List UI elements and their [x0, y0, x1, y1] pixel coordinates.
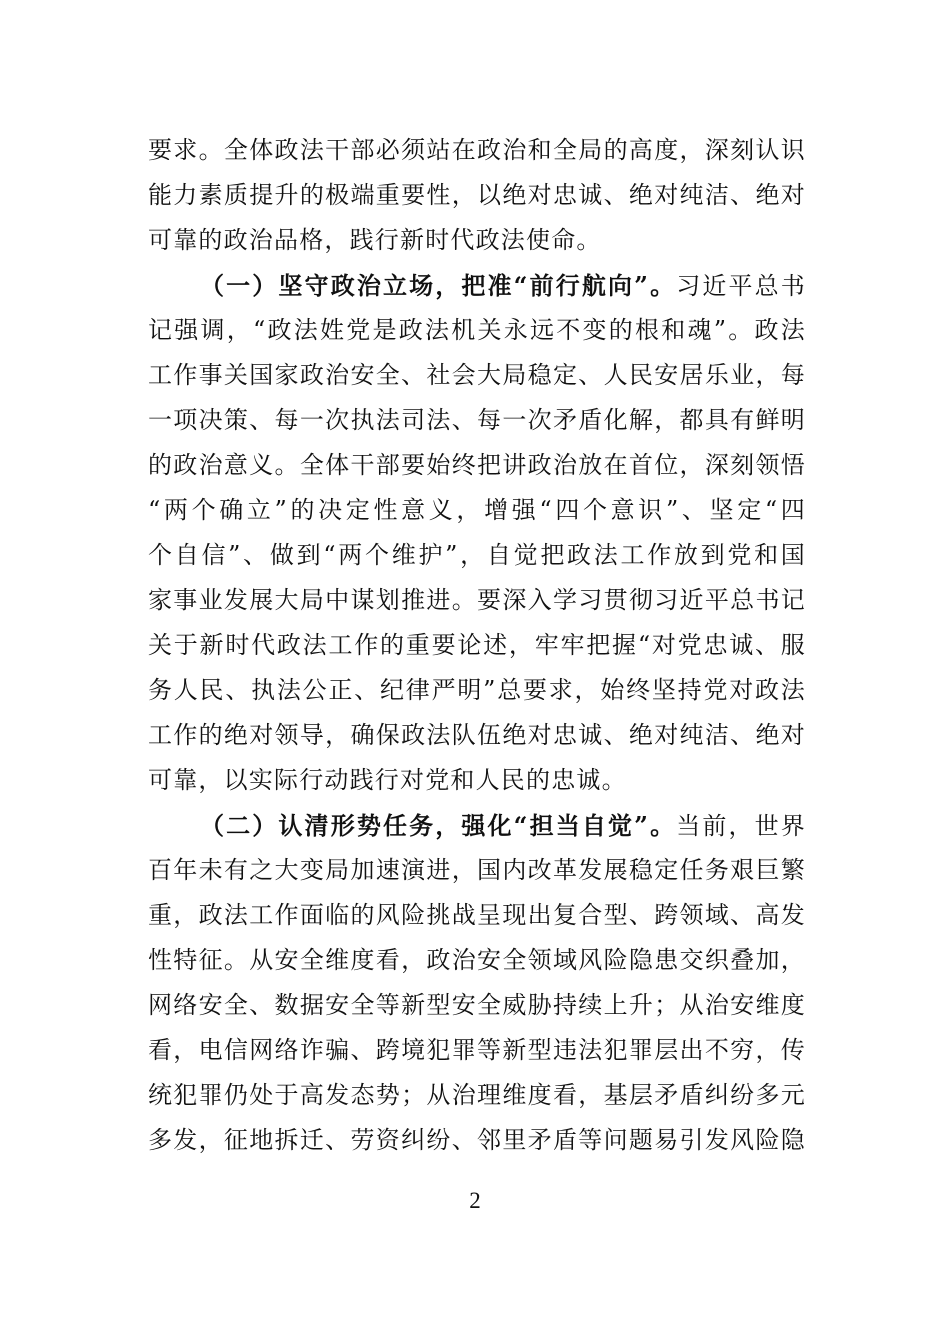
line-text: 可靠的政治品格，践行新时代政法使命。 — [148, 226, 602, 254]
text-line — [148, 173, 806, 218]
section-heading: （二）认清形势任务，强化“担当自觉”。 — [200, 811, 677, 840]
text-line — [148, 668, 806, 713]
text-line — [148, 713, 806, 758]
line-text: 多发，征地拆迁、劳资纠纷、邻里矛盾等问题易引发风险隐 — [148, 1126, 806, 1154]
body-text — [148, 128, 806, 1163]
line-text: 家事业发展大局中谋划推进。要深入学习贯彻习近平总书记 — [148, 586, 806, 614]
line-text: “两个确立”的决定性意义，增强“四个意识”、坚定“四 — [148, 496, 806, 524]
line-text: 要求。全体政法干部必须站在政治和全局的高度，深刻认识 — [148, 136, 806, 164]
line-text: 可靠，以实际行动践行对党和人民的忠诚。 — [148, 766, 627, 794]
line-text: 工作事关国家政治安全、社会大局稳定、人民安居乐业，每 — [148, 361, 806, 389]
text-line — [148, 353, 806, 398]
text-line — [148, 218, 806, 263]
line-text: 记强调，“政法姓党是政法机关永远不变的根和魂”。政法 — [148, 316, 806, 344]
text-line — [148, 443, 806, 488]
line-text: 工作的绝对领导，确保政法队伍绝对忠诚、绝对纯洁、绝对 — [148, 721, 806, 749]
line-text: 的政治意义。全体干部要始终把讲政治放在首位，深刻领悟 — [148, 451, 806, 479]
line-text: 重，政法工作面临的风险挑战呈现出复合型、跨领域、高发 — [148, 901, 806, 929]
text-line — [148, 308, 806, 353]
text-line — [148, 128, 806, 173]
line-text: 统犯罪仍处于高发态势；从治理维度看，基层矛盾纠纷多元 — [148, 1081, 806, 1109]
text-line — [148, 578, 806, 623]
section-heading-line — [148, 263, 806, 308]
text-line — [148, 1073, 806, 1118]
line-text: 个自信”、做到“两个维护”，自觉把政法工作放到党和国 — [148, 541, 806, 569]
line-text: 能力素质提升的极端重要性，以绝对忠诚、绝对纯洁、绝对 — [148, 181, 806, 209]
text-line — [148, 398, 806, 443]
text-line — [148, 758, 806, 803]
line-text: 百年未有之大变局加速演进，国内改革发展稳定任务艰巨繁 — [148, 856, 806, 884]
line-text: 一项决策、每一次执法司法、每一次矛盾化解，都具有鲜明 — [148, 406, 806, 434]
text-line — [148, 488, 806, 533]
text-line — [148, 938, 806, 983]
line-text: 网络安全、数据安全等新型安全威胁持续上升；从治安维度 — [148, 991, 806, 1019]
text-line — [148, 1118, 806, 1163]
page-number: 2 — [469, 1188, 481, 1213]
text-line — [148, 623, 806, 668]
line-text: 务人民、执法公正、纪律严明”总要求，始终坚持党对政法 — [148, 676, 806, 704]
text-line — [148, 1028, 806, 1073]
line-text: 习近平总书 — [676, 272, 806, 300]
text-line — [148, 893, 806, 938]
section-heading-line — [148, 803, 806, 848]
line-text: 性特征。从安全维度看，政治安全领域风险隐患交织叠加， — [148, 946, 806, 974]
text-line — [148, 533, 806, 578]
line-text: 关于新时代政法工作的重要论述，牢牢把握“对党忠诚、服 — [148, 631, 806, 659]
line-text: 当前，世界 — [676, 812, 806, 840]
line-text: 看，电信网络诈骗、跨境犯罪等新型违法犯罪层出不穷，传 — [148, 1036, 806, 1064]
text-line — [148, 983, 806, 1028]
text-line — [148, 848, 806, 893]
section-heading: （一）坚守政治立场，把准“前行航向”。 — [200, 271, 677, 300]
